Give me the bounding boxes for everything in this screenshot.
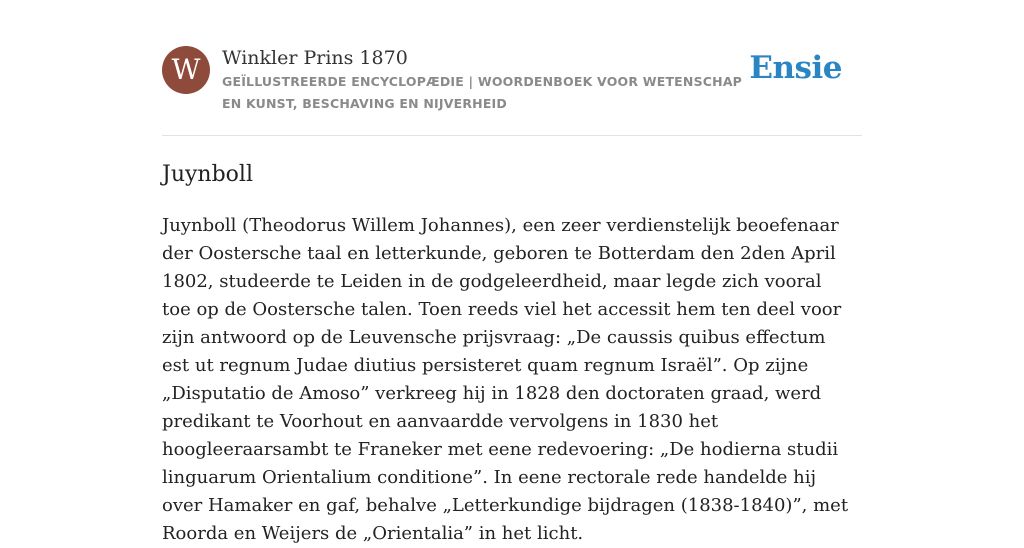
avatar[interactable]: W	[162, 46, 210, 94]
entry-title: Juynboll	[162, 162, 253, 187]
source-subtitle: GEÏLLUSTREERDE ENCYCLOPÆDIE | WOORDENBOEK VOOR WETENSCHAP EN KUNST, BESCHAVING EN NIJVERHEID	[222, 74, 743, 111]
source-title[interactable]: Winkler Prins 1870	[222, 47, 408, 69]
divider	[162, 135, 862, 136]
ensie-logo-link[interactable]: Ensie	[749, 50, 842, 86]
source-header	[162, 46, 862, 136]
entry-body: Juynboll (Theodorus Willem Johannes), een zeer verdienstelijk beoefenaar der Oostersche taal en letterkunde, geboren te Botterdam den 2den April 1802, studeerde te Leiden in de godgeleerdheid, maar legde zich vooral toe op de Oostersche talen. Toen reeds viel het accessit hem ten deel voor zijn antwoord op de Leuvensche prijsvraag: „De caussis quibus effectum est ut regnum Judae diutius persisteret quam regnum Israël”. Op zijne „Disputatio de Amoso” verkreeg hij in 1828 den doctoraten graad, werd predikant te Voorhout en aanvaardde vervolgens in 1830 het hoogleeraarsambt te Franeker met eene redevoering: „De hodierna studii linguarum Orientalium conditione”. In eene rectorale rede handelde hij over Hamaker en gaf, behalve „Letterkundige bijdragen (1838-1840)”, met Roorda en Weijers de „Orientalia” in het licht.	[162, 215, 849, 544]
